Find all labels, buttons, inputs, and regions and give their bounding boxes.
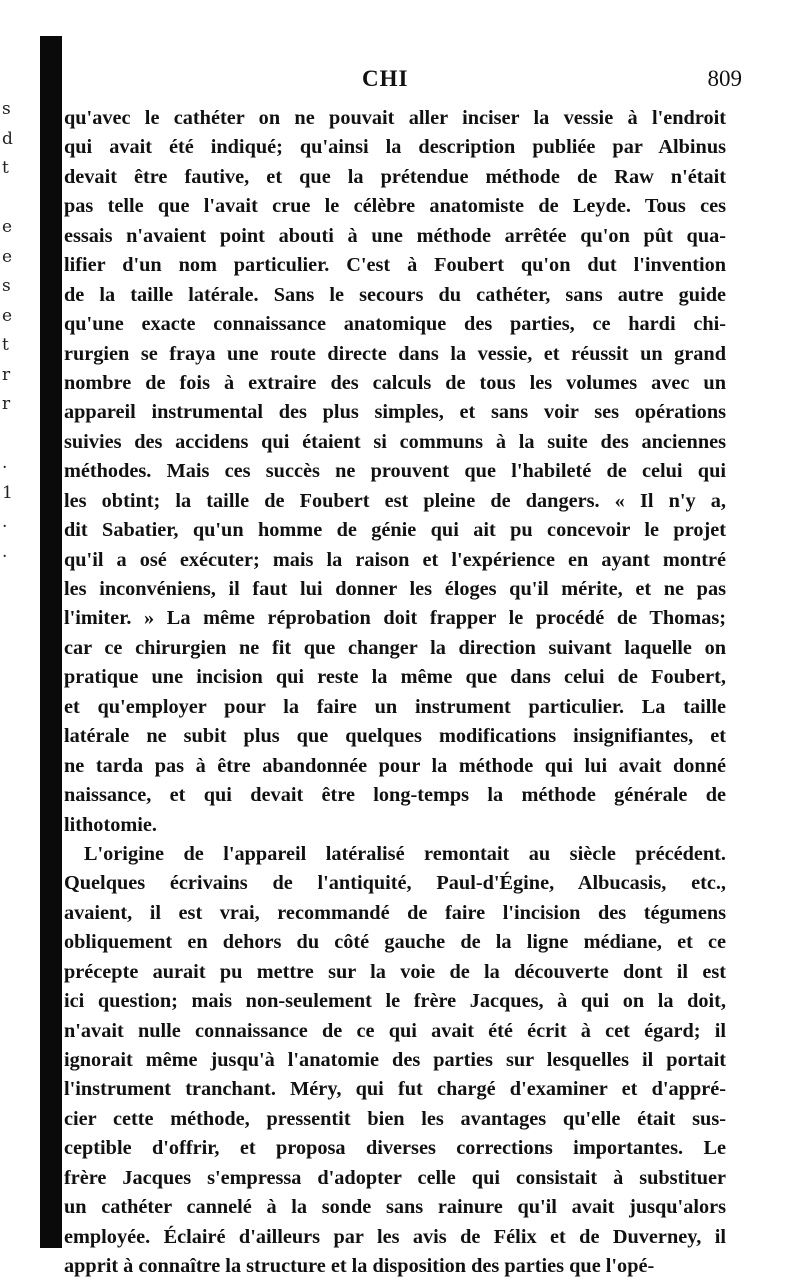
margin-marks: s d t e e s e t r r . 1 . . [2, 99, 13, 562]
text-line: les obtint; la taille de Foubert est pleine de dangers. « Il n'y a, [64, 489, 726, 512]
text-line: ignorait même jusqu'à l'anatomie des parties sur lesquelles il portait [64, 1049, 726, 1071]
text-line: méthodes. Mais ces succès ne prouvent que l'habileté de celui qui [64, 460, 726, 483]
text-line: L'origine de l'appareil latéralisé remontait au siècle précédent. [84, 842, 726, 865]
text-line: cier cette méthode, pressentit bien les avantages qu'elle était sus- [64, 1107, 726, 1130]
text-line: employée. Éclairé d'ailleurs par les avis de Félix et de Duverney, il [64, 1225, 726, 1248]
text-line: lifier d'un nom particulier. C'est à Foubert qu'on dut l'invention [64, 254, 726, 277]
text-line: pas telle que l'avait crue le célèbre anatomiste de Leyde. Tous ces [64, 195, 726, 218]
text-line: frère Jacques s'empressa d'adopter celle qui consistait à substituer [64, 1166, 726, 1189]
text-line: naissance, et qui devait être long-temps la méthode générale de [64, 784, 726, 807]
text-line: de la taille latérale. Sans le secours du cathéter, sans autre guide [64, 283, 726, 306]
text-line: qu'avec le cathéter on ne pouvait aller inciser la vessie à l'endroit [64, 107, 726, 129]
text-line: rurgien se fraya une route directe dans la vessie, et réussit un grand [64, 342, 726, 365]
text-line: qu'il a osé exécuter; mais la raison et l'expérience en ayant montré [64, 548, 726, 571]
page-header [62, 64, 742, 98]
text-line: pratique une incision qui reste la même que dans celui de Foubert, [64, 666, 726, 689]
text-line: devait être fautive, et que la prétendue méthode de Raw n'était [64, 165, 726, 188]
binding-gutter [40, 36, 62, 1248]
text-line: essais n'avaient point abouti à une méthode arrêtée qu'on pût qua- [64, 224, 726, 247]
text-line: l'imiter. » La même réprobation doit frapper le procédé de Thomas; [64, 607, 726, 630]
text-line: n'avait nulle connaissance de ce qui avait été écrit à cet égard; il [64, 1019, 726, 1042]
text-line: lithotomie. [64, 813, 157, 836]
body-text [64, 104, 726, 1282]
text-line: nombre de fois à extraire des calculs de tous les volumes avec un [64, 371, 726, 394]
text-line: latérale ne subit plus que quelques modifications insignifiantes, et [64, 725, 726, 748]
text-line: les inconvéniens, il faut lui donner les éloges qu'il mérite, et ne pas [64, 578, 726, 600]
text-line: ne tarda pas à être abandonnée pour la méthode qui lui avait donné [64, 754, 726, 777]
running-title: CHI [362, 66, 409, 91]
text-line: obliquement en dehors du côté gauche de la ligne médiane, et ce [64, 931, 726, 954]
text-line: précepte aurait pu mettre sur la voie de la découverte dont il est [64, 960, 726, 983]
text-line: qu'une exacte connaissance anatomique des parties, ce hardi chi- [64, 313, 726, 336]
text-line: l'instrument tranchant. Méry, qui fut chargé d'examiner et d'appré- [64, 1078, 726, 1101]
text-line: Quelques écrivains de l'antiquité, Paul-d'Égine, Albucasis, etc., [64, 872, 726, 895]
text-line: qui avait été indiqué; qu'ainsi la description publiée par Albinus [64, 136, 726, 159]
text-line: avaient, il est vrai, recommandé de faire l'incision des tégumens [64, 901, 726, 924]
text-line: appareil instrumental des plus simples, et sans voir ses opérations [64, 401, 726, 424]
text-line: un cathéter cannelé à la sonde sans rainure qu'il avait jusqu'alors [64, 1196, 726, 1219]
text-line: et qu'employer pour la faire un instrument particulier. La taille [64, 695, 726, 718]
text-line: suivies des accidens qui étaient si communs à la suite des anciennes [64, 430, 726, 453]
page-number: 809 [707, 66, 742, 91]
text-line: car ce chirurgien ne fit que changer la direction suivant laquelle on [64, 636, 726, 659]
text-line: apprit à connaître la structure et la disposition des parties que l'opé- [64, 1255, 655, 1278]
text-line: ici question; mais non-seulement le frère Jacques, à qui on la doit, [64, 990, 726, 1013]
text-line: dit Sabatier, qu'un homme de génie qui ait pu concevoir le projet [64, 519, 726, 542]
text-line: ceptible d'offrir, et proposa diverses corrections importantes. Le [64, 1137, 726, 1160]
